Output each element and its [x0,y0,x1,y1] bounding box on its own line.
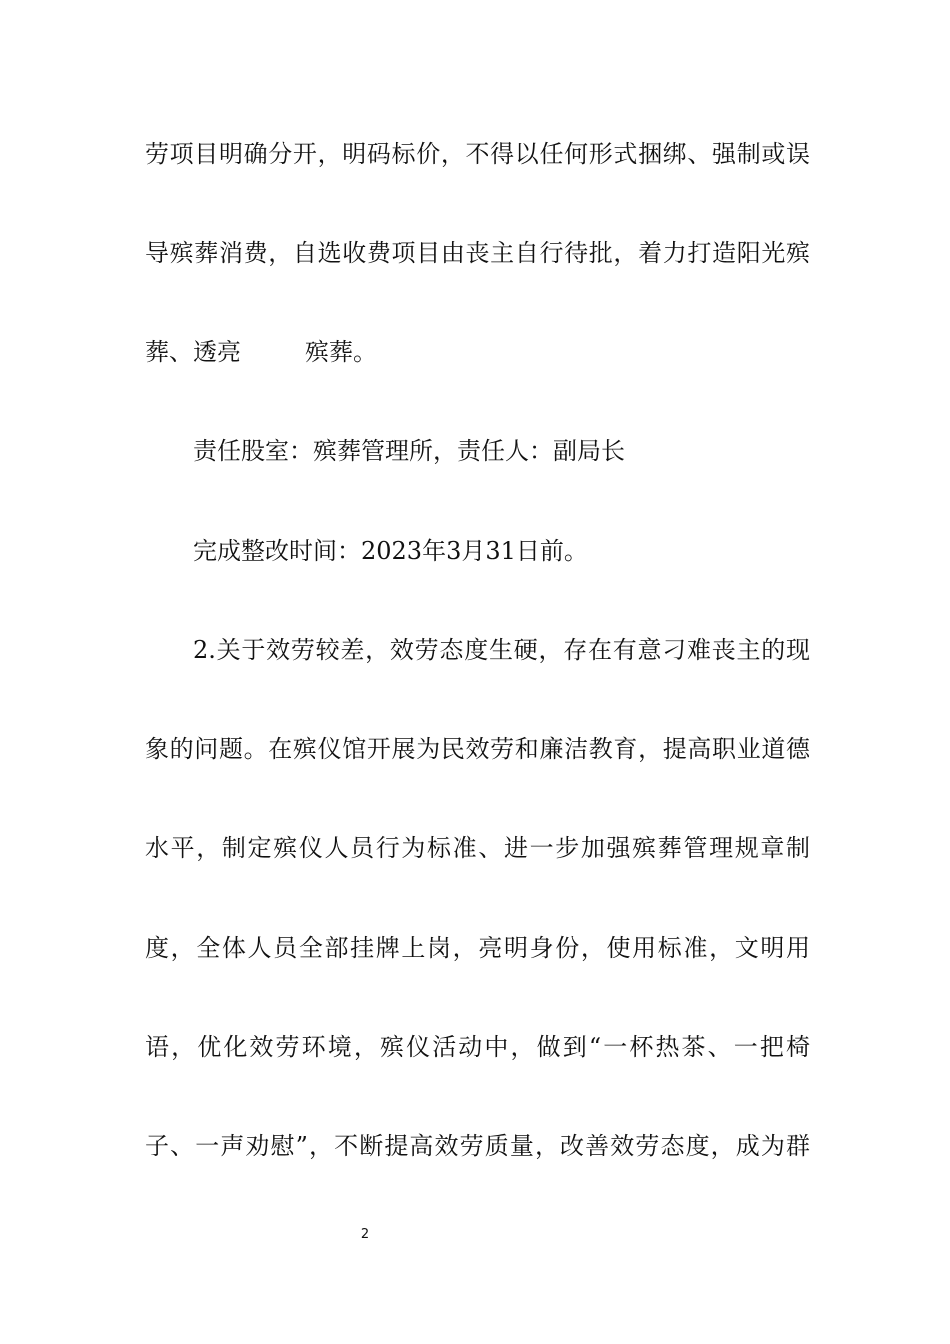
text-line-2: 导殡葬消费，自选收费项目由丧主自行待批，着力打造阳光殡 [145,239,810,267]
text-line-3-part-1: 葬、透亮 [145,338,241,366]
text-line-1: 劳项目明确分开，明码标价，不得以任何形式捆绑、强制或误 [145,140,810,168]
section-2-heading-line: 2.关于效劳较差，效劳态度生硬，存在有意刁难丧主的现 [193,636,810,664]
text-line-3-part-2: 殡葬。 [305,338,377,366]
text-line-8: 水平，制定殡仪人员行为标准、进一步加强殡葬管理规章制 [145,834,810,862]
text-line-9: 度，全体人员全部挂牌上岗，亮明身份，使用标准，文明用 [145,934,810,962]
responsible-office-line: 责任股室：殡葬管理所，责任人：副局长 [193,437,625,465]
page-number: 2 [360,1227,370,1242]
text-line-7: 象的问题。在殡仪馆开展为民效劳和廉洁教育，提高职业道德 [145,735,810,763]
text-line-11: 子、一声劝慰”，不断提高效劳质量，改善效劳态度，成为群 [145,1132,810,1160]
text-line-10: 语，优化效劳环境，殡仪活动中，做到“一杯热茶、一把椅 [145,1033,810,1061]
deadline-line: 完成整改时间：2023年3月31日前。 [193,537,588,565]
text-line-3 [145,337,810,367]
